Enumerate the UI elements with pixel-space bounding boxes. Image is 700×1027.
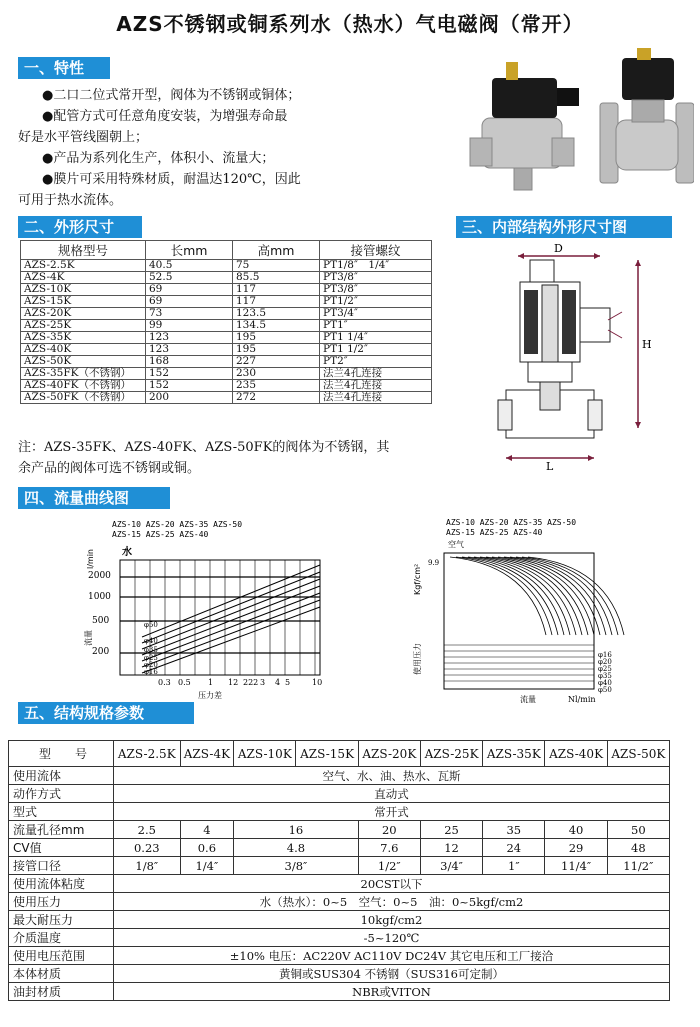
spec-value: 7.6 [358,839,420,857]
size-label: φ35 [598,672,612,680]
spec-value: 0.23 [114,839,181,857]
spec-value: 4.8 [234,839,359,857]
x-tick: 222 [243,678,259,687]
model-cell: AZS-10K [234,741,296,767]
spec-value: 29 [545,839,607,857]
table-cell: 195 [233,344,320,356]
table-cell: 法兰4孔连接 [320,392,432,404]
structure-diagram [490,240,670,472]
x-tick: 0.3 [158,678,171,687]
section-flow-header: 四、流量曲线图 [18,487,170,509]
size-label: φ50 [598,686,612,694]
note-line: 注：AZS-35FK、AZS-40FK、AZS-50FK的阀体为不锈钢，其 [18,440,390,455]
table-cell: AZS-2.5K [21,260,146,272]
feature-line: ●二口二位式常开型，阀体为不锈钢或铜体； [42,88,301,103]
table-cell: 法兰4孔连接 [320,368,432,380]
spec-value: 水（热水）：0~5 空气：0~5 油：0~5kgf/cm2 [114,893,670,911]
table-header-row [21,241,432,260]
spec-row [9,965,670,983]
x-tick: 5 [285,678,291,687]
table-cell: 230 [233,368,320,380]
feature-line: ●膜片可采用特殊材质，耐温达120℃，因此 [42,172,301,187]
h-dimension [635,260,652,428]
spec-value: 20 [358,821,420,839]
table-cell: AZS-10K [21,284,146,296]
flange-valve-image [600,48,694,183]
table-cell: 168 [146,356,233,368]
spec-value: 3/8″ [234,857,359,875]
header-cell: 高mm [233,241,320,260]
section-features-header: 一、特性 [18,57,110,79]
spec-value: 11/4″ [545,857,607,875]
table-cell: AZS-50K [21,356,146,368]
spec-label: 使用电压范围 [9,947,114,965]
spec-label: 使用流体 [9,767,114,785]
feature-line: ●配管方式可任意角度安装，为增强寿命最 [42,109,288,124]
spec-value: 50 [607,821,669,839]
table-row [21,320,432,332]
legend-line: AZS-15 AZS-25 AZS-40 [446,528,543,537]
spec-row [9,767,670,785]
spec-label: 本体材质 [9,965,114,983]
table-cell: PT1 1/2″ [320,344,432,356]
spec-row [9,911,670,929]
features-list [18,85,348,211]
y-unit: Kgf/cm² [413,563,422,595]
model-cell: AZS-4K [180,741,234,767]
table-cell: 75 [233,260,320,272]
size-label: φ20 [598,658,612,666]
table-cell: 152 [146,368,233,380]
spec-label: 最大耐压力 [9,911,114,929]
table-cell: AZS-40FK（不锈钢） [21,380,146,392]
medium-label: 空气 [448,540,464,549]
spec-row [9,929,670,947]
spec-value: 1″ [483,857,545,875]
spec-value: NBR或VITON [114,983,670,1001]
y-tick: 9.9 [428,559,440,567]
h-label: H [642,338,652,351]
x-tick: 3 [260,678,266,687]
spec-label: 油封材质 [9,983,114,1001]
table-cell: 195 [233,332,320,344]
note-line: 余产品的阀体可选不锈钢或铜。 [18,461,201,476]
header-cell: 规格型号 [21,241,146,260]
spec-label: 型式 [9,803,114,821]
spec-value: 常开式 [114,803,670,821]
model-cell: AZS-25K [420,741,482,767]
y-label: 使用压力 [413,643,422,675]
spec-row [9,857,670,875]
size-label: φ16 [598,651,612,659]
table-row [21,284,432,296]
size-label: φ25 [144,654,158,662]
table-cell: 123 [146,332,233,344]
feature-line: 好是水平管线圈朝上； [18,130,149,145]
table-row [21,344,432,356]
spec-label: 流量孔径mm [9,821,114,839]
table-cell: PT1/8″ 1/4″ [320,260,432,272]
table-cell: PT3/4″ [320,308,432,320]
product-photo [462,48,694,198]
spec-value: 12 [420,839,482,857]
spec-value: 黄铜或SUS304 不锈钢（SUS316可定制） [114,965,670,983]
d-dimension [518,242,600,259]
table-cell: PT3/8″ [320,272,432,284]
legend-line: AZS-15 AZS-25 AZS-40 [112,530,209,539]
model-cell: AZS-15K [296,741,358,767]
size-label: φ35 [144,646,158,654]
table-cell: PT3/8″ [320,284,432,296]
spec-value: 1/2″ [358,857,420,875]
table-cell: 52.5 [146,272,233,284]
medium-label: 水 [122,547,132,558]
spec-value: 1/4″ [180,857,234,875]
table-cell: 123 [146,344,233,356]
water-flow-chart [80,515,330,700]
size-label: φ20 [144,661,158,669]
spec-row [9,947,670,965]
spec-value: 0.6 [180,839,234,857]
table-row [21,356,432,368]
spec-value: 48 [607,839,669,857]
spec-row [9,893,670,911]
table-cell: 69 [146,284,233,296]
table-cell: 200 [146,392,233,404]
table-cell: 法兰4孔连接 [320,380,432,392]
spec-value: 11/2″ [607,857,669,875]
x-tick: 0.5 [178,678,191,687]
table-row [21,296,432,308]
x-tick: 10 [312,678,323,687]
model-cell: AZS-35K [483,741,545,767]
table-cell: AZS-50FK（不锈钢） [21,392,146,404]
size-label: φ40 [598,679,612,687]
table-row [21,272,432,284]
size-label: φ50 [144,621,158,629]
x-tick: 12 [228,678,239,687]
x-tick: 1 [208,678,214,687]
spec-value: ±10% 电压：AC220V AC110V DC24V 其它电压和工厂接洽 [114,947,670,965]
spec-row [9,875,670,893]
valve-cross-section [498,260,622,438]
table-cell: 73 [146,308,233,320]
spec-value: 1/8″ [114,857,181,875]
table-cell: 85.5 [233,272,320,284]
y-tick: 500 [92,616,110,626]
feature-line: 可用于热水流体。 [18,193,123,208]
table-cell: 69 [146,296,233,308]
table-cell: 152 [146,380,233,392]
table-row [21,368,432,380]
spec-label: 型 号 [9,741,114,767]
x-tick: 4 [275,678,281,687]
spec-label: CV值 [9,839,114,857]
spec-value: 空气、水、油、热水、瓦斯 [114,767,670,785]
header-cell: 长mm [146,241,233,260]
model-cell: AZS-20K [358,741,420,767]
table-cell: AZS-35K [21,332,146,344]
spec-model-row [9,741,670,767]
table-cell: AZS-40K [21,344,146,356]
table-cell: PT1/2″ [320,296,432,308]
table-cell: 235 [233,380,320,392]
table-cell: 117 [233,284,320,296]
small-valve-image [470,62,579,190]
size-label: φ40 [144,637,158,645]
spec-value: 25 [420,821,482,839]
table-cell: AZS-15K [21,296,146,308]
spec-row [9,803,670,821]
spec-value: 直动式 [114,785,670,803]
x-label: 流量 [520,695,536,704]
y-tick: 1000 [88,592,111,602]
spec-value: 3/4″ [420,857,482,875]
l-label: L [546,460,554,472]
note [18,437,438,479]
table-row [21,332,432,344]
y-label: 流量 [84,630,93,646]
spec-row [9,983,670,1001]
model-cell: AZS-40K [545,741,607,767]
model-cell: AZS-50K [607,741,669,767]
spec-value: 4 [180,821,234,839]
d-label: D [554,242,563,255]
table-row [21,392,432,404]
spec-value: 24 [483,839,545,857]
spec-value: 10kgf/cm2 [114,911,670,929]
y-tick: 200 [92,647,110,657]
spec-row [9,821,670,839]
spec-label: 使用压力 [9,893,114,911]
spec-label: 使用流体粘度 [9,875,114,893]
table-cell: 134.5 [233,320,320,332]
table-row [21,260,432,272]
x-label: 压力差 [198,691,222,700]
spec-label: 介质温度 [9,929,114,947]
air-flow-chart [400,515,635,705]
spec-label: 接管口径 [9,857,114,875]
x-ticks [158,678,322,687]
table-cell: PT1″ [320,320,432,332]
section-dimensions-header: 二、外形尺寸 [18,216,142,238]
table-cell: AZS-25K [21,320,146,332]
spec-table [8,740,670,1001]
table-cell: AZS-35FK（不锈钢） [21,368,146,380]
spec-value: 2.5 [114,821,181,839]
table-cell: 272 [233,392,320,404]
spec-value: 35 [483,821,545,839]
l-dimension [506,455,594,472]
section-structure-header: 三、内部结构外形尺寸图 [456,216,672,238]
table-cell: 117 [233,296,320,308]
spec-row [9,839,670,857]
size-label: φ25 [598,665,612,673]
header-cell: 接管螺纹 [320,241,432,260]
x-unit: Nl/min [568,695,596,704]
spec-row [9,785,670,803]
legend-line: AZS-10 AZS-20 AZS-35 AZS-50 [446,518,577,527]
y-tick: 2000 [88,571,111,581]
legend-line: AZS-10 AZS-20 AZS-35 AZS-50 [112,520,243,529]
table-row [21,380,432,392]
spec-value: 20CST以下 [114,875,670,893]
spec-label: 动作方式 [9,785,114,803]
model-cell: AZS-2.5K [114,741,181,767]
feature-line: ●产品为系列化生产，体积小、流量大； [42,151,275,166]
table-cell: 99 [146,320,233,332]
spec-value: 16 [234,821,359,839]
table-cell: AZS-4K [21,272,146,284]
dimension-table [20,240,432,404]
section-specs-header: 五、结构规格参数 [18,702,194,724]
table-cell: 227 [233,356,320,368]
page-title: AZS不锈钢或铜系列水（热水）气电磁阀（常开） [116,12,584,36]
table-cell: AZS-20K [21,308,146,320]
table-row [21,308,432,320]
table-cell: 40.5 [146,260,233,272]
y-unit: l/min [86,548,95,569]
spec-value: -5~120℃ [114,929,670,947]
spec-value: 40 [545,821,607,839]
size-labels [598,651,612,694]
table-cell: PT2″ [320,356,432,368]
dimension-table-body [21,260,432,404]
table-cell: 123.5 [233,308,320,320]
table-cell: PT1 1/4″ [320,332,432,344]
size-label: φ16 [144,668,158,676]
